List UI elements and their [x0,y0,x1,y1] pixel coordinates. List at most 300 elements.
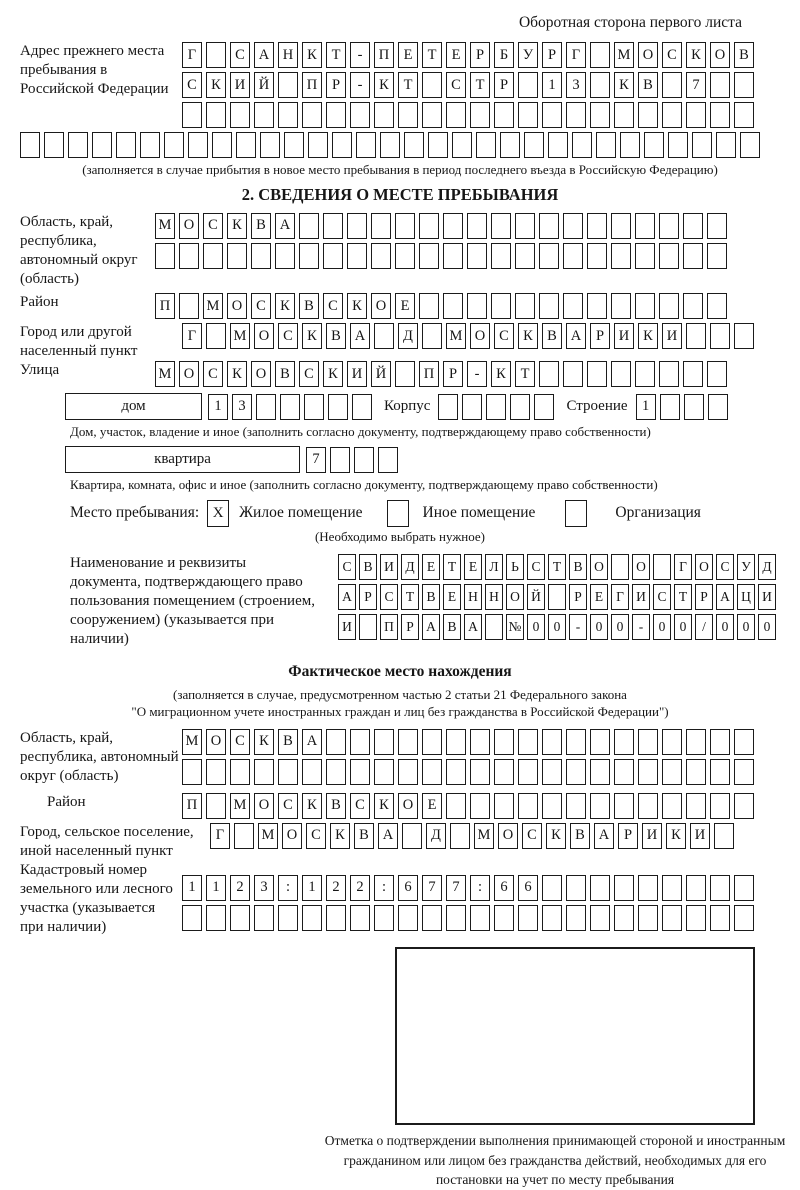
char-cell[interactable] [470,759,490,785]
char-cell[interactable]: С [278,793,298,819]
char-cell[interactable] [686,793,706,819]
char-cell[interactable] [302,102,322,128]
char-cell[interactable] [20,132,40,158]
char-cell[interactable]: Т [401,584,419,610]
char-cell[interactable] [254,759,274,785]
char-cell[interactable] [635,293,655,319]
char-cell[interactable] [611,213,631,239]
char-cell[interactable] [566,905,586,931]
char-cell[interactable] [179,243,199,269]
char-cell[interactable] [662,875,682,901]
char-cell[interactable]: Л [485,554,503,580]
char-cell[interactable] [734,729,754,755]
char-cell[interactable]: С [230,42,250,68]
char-cell[interactable]: Р [618,823,638,849]
char-cell[interactable] [515,293,535,319]
char-cell[interactable] [422,72,442,98]
char-cell[interactable] [714,823,734,849]
char-cell[interactable]: С [380,584,398,610]
char-cell[interactable]: 3 [232,394,252,420]
char-cell[interactable] [380,132,400,158]
char-cell[interactable] [299,243,319,269]
char-cell[interactable] [635,361,655,387]
char-cell[interactable] [659,213,679,239]
char-cell[interactable]: К [275,293,295,319]
char-cell[interactable]: 0 [548,614,566,640]
char-cell[interactable] [428,132,448,158]
char-cell[interactable] [518,793,538,819]
char-cell[interactable] [206,905,226,931]
char-cell[interactable] [518,72,538,98]
char-cell[interactable]: О [695,554,713,580]
char-cell[interactable] [614,905,634,931]
char-cell[interactable] [635,243,655,269]
char-cell[interactable]: М [446,323,466,349]
char-cell[interactable] [710,759,730,785]
char-cell[interactable] [563,293,583,319]
char-cell[interactable] [563,213,583,239]
char-cell[interactable] [542,729,562,755]
char-cell[interactable] [566,875,586,901]
char-cell[interactable] [638,875,658,901]
char-cell[interactable] [140,132,160,158]
char-cell[interactable]: - [569,614,587,640]
char-cell[interactable] [518,102,538,128]
char-cell[interactable] [438,394,458,420]
char-cell[interactable]: 2 [350,875,370,901]
char-cell[interactable]: : [470,875,490,901]
char-cell[interactable]: В [326,793,346,819]
char-cell[interactable] [707,243,727,269]
char-cell[interactable] [683,293,703,319]
char-cell[interactable] [734,759,754,785]
char-cell[interactable]: А [275,213,295,239]
char-cell[interactable]: 3 [566,72,586,98]
char-cell[interactable] [734,72,754,98]
checkbox-zhiloe[interactable]: X [207,500,229,527]
char-cell[interactable] [398,759,418,785]
char-cell[interactable]: И [230,72,250,98]
char-cell[interactable] [686,729,706,755]
char-cell[interactable]: 1 [542,72,562,98]
char-cell[interactable] [402,823,422,849]
char-cell[interactable] [280,394,300,420]
char-cell[interactable] [182,759,202,785]
char-cell[interactable] [494,102,514,128]
char-cell[interactable] [419,213,439,239]
char-cell[interactable] [491,293,511,319]
char-cell[interactable] [467,293,487,319]
char-cell[interactable]: 7 [446,875,466,901]
char-cell[interactable]: О [371,293,391,319]
char-cell[interactable]: О [710,42,730,68]
char-cell[interactable] [323,213,343,239]
char-cell[interactable]: Т [422,42,442,68]
char-cell[interactable] [395,361,415,387]
char-cell[interactable]: М [155,213,175,239]
char-cell[interactable] [572,132,592,158]
char-cell[interactable]: : [374,875,394,901]
char-cell[interactable] [518,905,538,931]
char-cell[interactable]: С [662,42,682,68]
char-cell[interactable] [347,243,367,269]
char-cell[interactable] [563,243,583,269]
char-cell[interactable]: С [527,554,545,580]
char-cell[interactable] [352,394,372,420]
char-cell[interactable] [419,293,439,319]
char-cell[interactable]: П [155,293,175,319]
char-cell[interactable]: Т [515,361,535,387]
char-cell[interactable] [422,102,442,128]
char-cell[interactable]: А [254,42,274,68]
char-cell[interactable] [494,905,514,931]
char-cell[interactable]: 2 [230,875,250,901]
char-cell[interactable]: В [569,554,587,580]
char-cell[interactable]: О [506,584,524,610]
char-cell[interactable]: К [302,323,322,349]
char-cell[interactable]: Т [398,72,418,98]
char-cell[interactable]: С [182,72,202,98]
char-cell[interactable] [462,394,482,420]
char-cell[interactable] [446,729,466,755]
char-cell[interactable]: П [419,361,439,387]
char-cell[interactable] [485,614,503,640]
char-cell[interactable] [686,875,706,901]
char-cell[interactable]: В [734,42,754,68]
char-cell[interactable]: С [251,293,271,319]
char-cell[interactable]: Р [590,323,610,349]
char-cell[interactable]: И [690,823,710,849]
char-cell[interactable]: В [570,823,590,849]
char-cell[interactable]: С [494,323,514,349]
char-cell[interactable] [206,323,226,349]
char-cell[interactable] [518,729,538,755]
char-cell[interactable]: А [338,584,356,610]
char-cell[interactable] [539,243,559,269]
char-cell[interactable]: М [474,823,494,849]
char-cell[interactable] [596,132,616,158]
char-cell[interactable]: 6 [494,875,514,901]
char-cell[interactable] [374,729,394,755]
char-cell[interactable]: В [422,584,440,610]
char-cell[interactable]: О [206,729,226,755]
char-cell[interactable] [710,102,730,128]
char-cell[interactable]: С [203,213,223,239]
char-cell[interactable] [494,759,514,785]
char-cell[interactable] [653,554,671,580]
char-cell[interactable]: В [275,361,295,387]
char-cell[interactable]: И [642,823,662,849]
char-cell[interactable] [350,102,370,128]
char-cell[interactable]: - [632,614,650,640]
char-cell[interactable] [155,243,175,269]
char-cell[interactable]: У [518,42,538,68]
char-cell[interactable] [620,132,640,158]
char-cell[interactable] [378,447,398,473]
char-cell[interactable] [395,243,415,269]
char-cell[interactable] [686,905,706,931]
char-cell[interactable]: О [498,823,518,849]
char-cell[interactable]: 7 [686,72,706,98]
char-cell[interactable] [563,361,583,387]
char-cell[interactable] [638,905,658,931]
char-cell[interactable] [662,729,682,755]
char-cell[interactable]: А [422,614,440,640]
char-cell[interactable] [326,102,346,128]
char-cell[interactable]: Р [470,42,490,68]
char-cell[interactable] [350,759,370,785]
char-cell[interactable] [374,323,394,349]
char-cell[interactable] [660,394,680,420]
char-cell[interactable] [422,323,442,349]
char-cell[interactable]: : [278,875,298,901]
char-cell[interactable] [354,447,374,473]
char-cell[interactable]: К [546,823,566,849]
char-cell[interactable]: И [380,554,398,580]
char-cell[interactable]: С [203,361,223,387]
char-cell[interactable] [686,759,706,785]
checkbox-organizatsiya[interactable] [565,500,587,527]
char-cell[interactable] [614,729,634,755]
char-cell[interactable] [710,72,730,98]
char-cell[interactable] [542,759,562,785]
char-cell[interactable]: 1 [636,394,656,420]
char-cell[interactable]: Г [182,42,202,68]
char-cell[interactable]: М [230,323,250,349]
char-cell[interactable] [659,243,679,269]
char-cell[interactable] [182,102,202,128]
char-cell[interactable]: М [182,729,202,755]
char-cell[interactable] [539,213,559,239]
char-cell[interactable] [326,729,346,755]
char-cell[interactable] [740,132,760,158]
char-cell[interactable] [299,213,319,239]
char-cell[interactable]: О [638,42,658,68]
char-cell[interactable]: 0 [716,614,734,640]
char-cell[interactable]: О [179,213,199,239]
char-cell[interactable]: 6 [398,875,418,901]
char-cell[interactable] [350,905,370,931]
char-cell[interactable]: О [254,793,274,819]
char-cell[interactable] [500,132,520,158]
char-cell[interactable]: К [227,361,247,387]
char-cell[interactable] [662,72,682,98]
char-cell[interactable]: С [323,293,343,319]
char-cell[interactable] [323,243,343,269]
char-cell[interactable]: Д [758,554,776,580]
char-cell[interactable] [587,213,607,239]
char-cell[interactable]: Н [485,584,503,610]
char-cell[interactable]: Р [326,72,346,98]
char-cell[interactable] [302,905,322,931]
char-cell[interactable] [443,213,463,239]
char-cell[interactable]: А [566,323,586,349]
char-cell[interactable]: И [758,584,776,610]
char-cell[interactable] [734,102,754,128]
char-cell[interactable] [236,132,256,158]
char-cell[interactable]: К [254,729,274,755]
char-cell[interactable] [710,729,730,755]
char-cell[interactable] [116,132,136,158]
char-cell[interactable]: 7 [422,875,442,901]
char-cell[interactable] [275,243,295,269]
char-cell[interactable]: М [203,293,223,319]
char-cell[interactable]: 0 [737,614,755,640]
char-cell[interactable] [542,793,562,819]
char-cell[interactable] [443,293,463,319]
char-cell[interactable] [446,102,466,128]
char-cell[interactable]: М [230,793,250,819]
char-cell[interactable] [734,875,754,901]
char-cell[interactable]: О [632,554,650,580]
char-cell[interactable]: И [632,584,650,610]
char-cell[interactable] [587,243,607,269]
char-cell[interactable]: 1 [182,875,202,901]
char-cell[interactable]: О [590,554,608,580]
char-cell[interactable] [467,243,487,269]
char-cell[interactable] [587,361,607,387]
char-cell[interactable] [470,729,490,755]
char-cell[interactable]: 1 [208,394,228,420]
char-cell[interactable]: К [686,42,706,68]
char-cell[interactable]: В [354,823,374,849]
char-cell[interactable]: С [522,823,542,849]
char-cell[interactable]: 6 [518,875,538,901]
char-cell[interactable]: В [542,323,562,349]
char-cell[interactable] [230,905,250,931]
char-cell[interactable]: К [330,823,350,849]
char-cell[interactable] [708,394,728,420]
char-cell[interactable]: К [323,361,343,387]
char-cell[interactable]: И [662,323,682,349]
char-cell[interactable]: Е [590,584,608,610]
char-cell[interactable]: К [614,72,634,98]
char-cell[interactable]: К [638,323,658,349]
char-cell[interactable] [164,132,184,158]
char-cell[interactable]: Д [401,554,419,580]
char-cell[interactable]: 0 [527,614,545,640]
char-cell[interactable] [254,905,274,931]
char-cell[interactable] [395,213,415,239]
char-cell[interactable]: К [227,213,247,239]
char-cell[interactable]: Т [470,72,490,98]
char-cell[interactable] [710,875,730,901]
char-cell[interactable] [422,729,442,755]
char-cell[interactable] [611,243,631,269]
char-cell[interactable]: О [251,361,271,387]
char-cell[interactable] [707,361,727,387]
char-cell[interactable] [614,759,634,785]
char-cell[interactable] [450,823,470,849]
char-cell[interactable]: О [227,293,247,319]
char-cell[interactable]: / [695,614,713,640]
char-cell[interactable] [374,905,394,931]
char-cell[interactable] [230,102,250,128]
char-cell[interactable]: О [470,323,490,349]
char-cell[interactable] [684,394,704,420]
char-cell[interactable] [644,132,664,158]
char-cell[interactable]: Ц [737,584,755,610]
char-cell[interactable]: К [374,793,394,819]
char-cell[interactable]: 0 [653,614,671,640]
char-cell[interactable] [548,584,566,610]
char-cell[interactable]: Г [611,584,629,610]
char-cell[interactable] [404,132,424,158]
char-cell[interactable]: В [443,614,461,640]
char-cell[interactable] [734,793,754,819]
char-cell[interactable]: П [182,793,202,819]
char-cell[interactable] [515,243,535,269]
char-cell[interactable]: М [614,42,634,68]
char-cell[interactable] [590,729,610,755]
char-cell[interactable]: К [666,823,686,849]
char-cell[interactable] [350,729,370,755]
char-cell[interactable]: В [251,213,271,239]
char-cell[interactable] [494,793,514,819]
char-cell[interactable] [182,905,202,931]
char-cell[interactable] [539,361,559,387]
char-cell[interactable] [330,447,350,473]
char-cell[interactable]: Е [464,554,482,580]
char-cell[interactable] [539,293,559,319]
char-cell[interactable] [446,759,466,785]
char-cell[interactable]: - [350,42,370,68]
char-cell[interactable] [234,823,254,849]
char-cell[interactable]: С [350,793,370,819]
char-cell[interactable]: Р [443,361,463,387]
char-cell[interactable]: К [206,72,226,98]
char-cell[interactable] [662,905,682,931]
char-cell[interactable] [686,323,706,349]
char-cell[interactable] [491,243,511,269]
char-cell[interactable] [548,132,568,158]
char-cell[interactable]: К [518,323,538,349]
char-cell[interactable] [278,759,298,785]
char-cell[interactable] [278,905,298,931]
char-cell[interactable]: 0 [590,614,608,640]
char-cell[interactable] [470,905,490,931]
char-cell[interactable]: П [374,42,394,68]
char-cell[interactable] [683,361,703,387]
char-cell[interactable]: В [278,729,298,755]
char-cell[interactable] [398,729,418,755]
char-cell[interactable] [659,361,679,387]
char-cell[interactable]: 1 [302,875,322,901]
char-cell[interactable]: О [254,323,274,349]
char-cell[interactable] [284,132,304,158]
char-cell[interactable] [611,293,631,319]
char-cell[interactable] [206,793,226,819]
char-cell[interactable]: С [446,72,466,98]
char-cell[interactable]: Й [371,361,391,387]
char-cell[interactable] [374,102,394,128]
char-cell[interactable] [278,72,298,98]
char-cell[interactable]: Е [398,42,418,68]
char-cell[interactable]: П [380,614,398,640]
char-cell[interactable]: 1 [206,875,226,901]
char-cell[interactable] [491,213,511,239]
char-cell[interactable] [716,132,736,158]
char-cell[interactable]: Г [566,42,586,68]
char-cell[interactable]: А [716,584,734,610]
char-cell[interactable] [230,759,250,785]
char-cell[interactable] [398,905,418,931]
char-cell[interactable]: А [350,323,370,349]
char-cell[interactable] [470,102,490,128]
char-cell[interactable]: Г [182,323,202,349]
char-cell[interactable]: И [347,361,367,387]
char-cell[interactable]: Т [326,42,346,68]
